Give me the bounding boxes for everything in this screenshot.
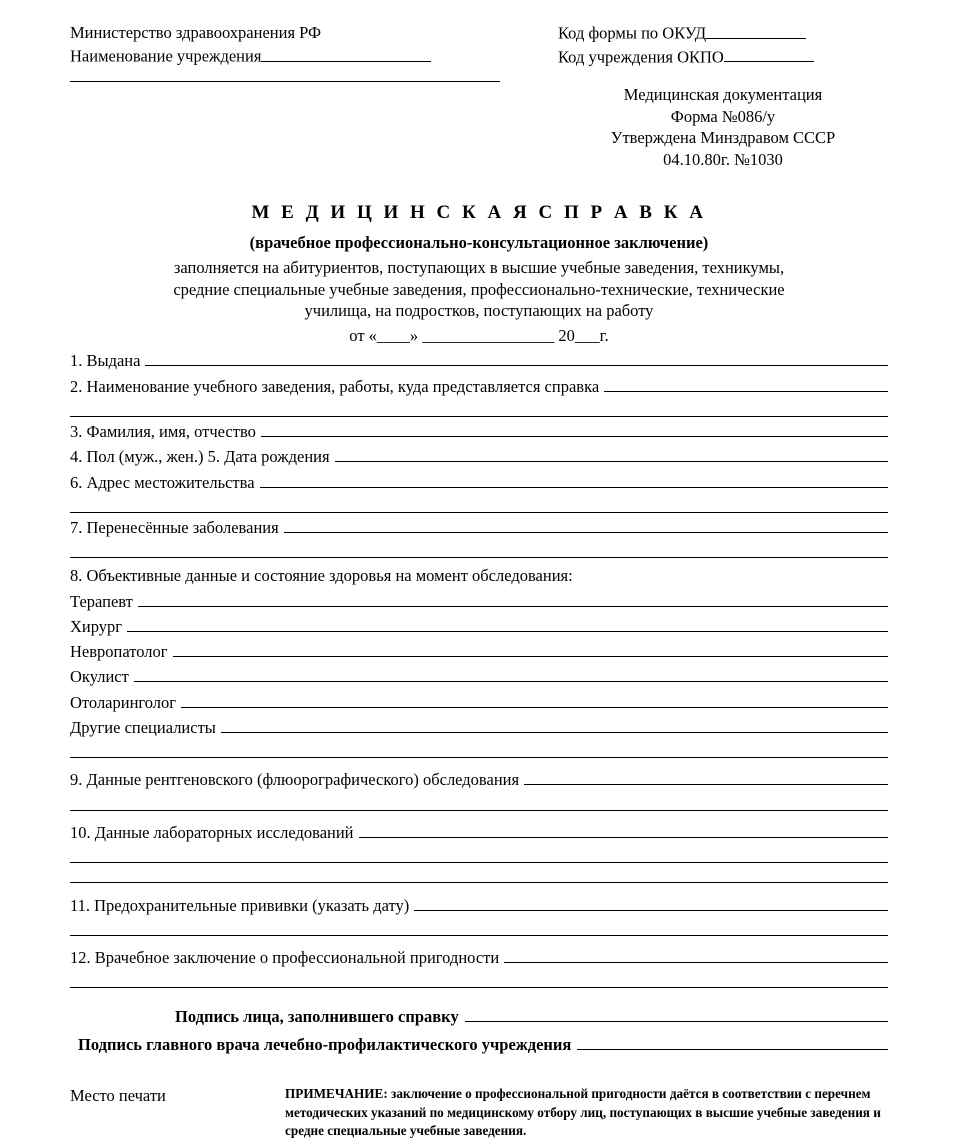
signature-person-row: [70, 1006, 888, 1027]
spacer-before-11: [70, 883, 888, 890]
field-row-8-otolaringolog: [70, 692, 888, 713]
field-row-8-nevropatolog: [70, 641, 888, 662]
institution-name-line: [70, 45, 500, 67]
field-row-6: [70, 471, 888, 492]
field-11-input-cont[interactable]: [70, 920, 888, 936]
ministry-line: Министерство здравоохранения РФ: [70, 23, 322, 42]
field-11-input[interactable]: [414, 894, 888, 910]
spacer-before-8: [70, 558, 888, 565]
institution-name-fill[interactable]: [261, 45, 431, 62]
signature-chief-row: [70, 1034, 888, 1055]
field-6-label: 6. Адрес местожительства: [70, 472, 255, 492]
field-8-otolaringolog-label: Отоларинголог: [70, 692, 177, 712]
field-6-input-cont[interactable]: [70, 497, 888, 513]
field-row-2: [70, 375, 888, 396]
field-7-input[interactable]: [284, 517, 888, 533]
signature-chief-input[interactable]: [577, 1034, 888, 1050]
page-description: [70, 257, 888, 322]
field-row-12: [70, 947, 888, 968]
field-10-label: 10. Данные лабораторных исследований: [70, 822, 354, 842]
okpo-label: Код учреждения ОКПО: [558, 47, 724, 67]
field-10-input-cont-2[interactable]: [70, 867, 888, 883]
description-line-2: средние специальные учебные заведения, профессионально-технические, технические: [173, 279, 785, 299]
page-subtitle: (врачебное профессионально-консультационное заключение): [249, 232, 709, 252]
header-left-block: [70, 22, 500, 82]
institution-name-label: Наименование учреждения: [70, 46, 262, 66]
field-8-nevropatolog-label: Невропатолог: [70, 642, 168, 662]
okud-label: Код формы по ОКУД: [558, 23, 707, 43]
field-7-label: 7. Перенесённые заболевания: [70, 518, 279, 538]
field-2-input[interactable]: [604, 375, 888, 391]
field-2-label: 2. Наименование учебного заведения, работы, куда представляется справка: [70, 376, 600, 396]
field-1-label: 1. Выдана: [70, 351, 141, 371]
field-1-input[interactable]: [145, 350, 888, 366]
okpo-fill[interactable]: [724, 46, 814, 63]
field-row-8-terapevt: [70, 590, 888, 611]
field-10-input[interactable]: [359, 822, 888, 838]
field-8-nevropatolog-input[interactable]: [173, 641, 888, 657]
field-8-hirurg-label: Хирург: [70, 616, 123, 636]
field-row-9: [70, 769, 888, 790]
header-right-block: [548, 22, 888, 171]
signature-person-input[interactable]: [465, 1006, 888, 1022]
footer-note: ПРИМЕЧАНИЕ: заключение о профессиональной пригодности даётся в соответствии с перечнем методических указаний по медицинскому отбору лиц, поступающих в высшие учебные заведения и средне специальные учебные заведения.: [285, 1085, 881, 1139]
doc-form-line-4: 04.10.80г. №1030: [663, 150, 783, 170]
field-8-terapevt-label: Терапевт: [70, 591, 133, 611]
signature-chief-label: Подпись главного врача лечебно-профилактического учреждения: [78, 1034, 572, 1054]
doc-form-line-1: Медицинская документация: [623, 84, 823, 104]
field-row-8-okulist: [70, 666, 888, 687]
description-line-3: училища, на подростков, поступающих на работу: [304, 301, 654, 321]
doc-form-line-3: Утверждена Минздравом СССР: [610, 128, 836, 148]
spacer-before-9: [70, 758, 888, 765]
okud-fill[interactable]: [706, 22, 806, 39]
field-2-input-cont[interactable]: [70, 401, 888, 417]
field-8-drugie-label: Другие специалисты: [70, 718, 216, 738]
field-8-drugie-input-cont[interactable]: [70, 742, 888, 758]
field-8-drugie-input[interactable]: [221, 717, 888, 733]
field-8-otolaringolog-input[interactable]: [181, 692, 888, 708]
page-title: М Е Д И Ц И Н С К А Я С П Р А В К А: [251, 202, 707, 224]
doc-form-block: [558, 84, 888, 172]
field-10-input-cont-1[interactable]: [70, 847, 888, 863]
field-3-label: 3. Фамилия, имя, отчество: [70, 422, 256, 442]
field-row-3: [70, 421, 888, 442]
document-header: [70, 22, 888, 171]
field-row-4: [70, 446, 888, 467]
field-row-8-drugie: [70, 717, 888, 738]
field-row-8-hirurg: [70, 616, 888, 637]
spacer-before-12: [70, 936, 888, 943]
field-8-okulist-label: Окулист: [70, 667, 129, 687]
okud-line: [558, 22, 888, 44]
field-8-hirurg-input[interactable]: [127, 616, 888, 632]
field-row-7: [70, 517, 888, 538]
description-line-1: заполняется на абитуриентов, поступающих в высшие учебные заведения, техникумы,: [173, 257, 785, 277]
field-3-input[interactable]: [261, 421, 888, 437]
okpo-line: [558, 46, 888, 68]
field-8-okulist-input[interactable]: [134, 666, 888, 682]
field-12-input-cont[interactable]: [70, 972, 888, 988]
signature-person-label: Подпись лица, заполнившего справку: [175, 1007, 459, 1027]
field-12-label: 12. Врачебное заключение о профессиональной пригодности: [70, 948, 500, 968]
field-6-input[interactable]: [260, 471, 888, 487]
field-11-label: 11. Предохранительные прививки (указать дату): [70, 895, 410, 915]
doc-form-line-2: Форма №086/у: [670, 106, 776, 126]
field-row-1: [70, 350, 888, 371]
field-7-input-cont[interactable]: [70, 542, 888, 558]
institution-name-second-rule[interactable]: [70, 81, 500, 82]
field-4-input[interactable]: [335, 446, 888, 462]
field-12-input[interactable]: [504, 947, 888, 963]
spacer-before-10: [70, 811, 888, 818]
field-9-input[interactable]: [524, 769, 888, 785]
stamp-place-label: Место печати: [70, 1085, 166, 1105]
field-8-label: 8. Объективные данные и состояние здоровья на момент обследования:: [70, 566, 573, 586]
field-9-label: 9. Данные рентгеновского (флюорографического) обследования: [70, 770, 520, 790]
field-8-terapevt-input[interactable]: [138, 590, 888, 606]
field-row-10: [70, 822, 888, 843]
document-footer: [70, 1085, 888, 1141]
field-4-label: 4. Пол (муж., жен.) 5. Дата рождения: [70, 447, 330, 467]
field-9-input-cont[interactable]: [70, 795, 888, 811]
date-line: от «____» ________________ 20___г.: [349, 326, 609, 346]
field-row-11: [70, 894, 888, 915]
spacer-before-signatures: [70, 988, 888, 1000]
